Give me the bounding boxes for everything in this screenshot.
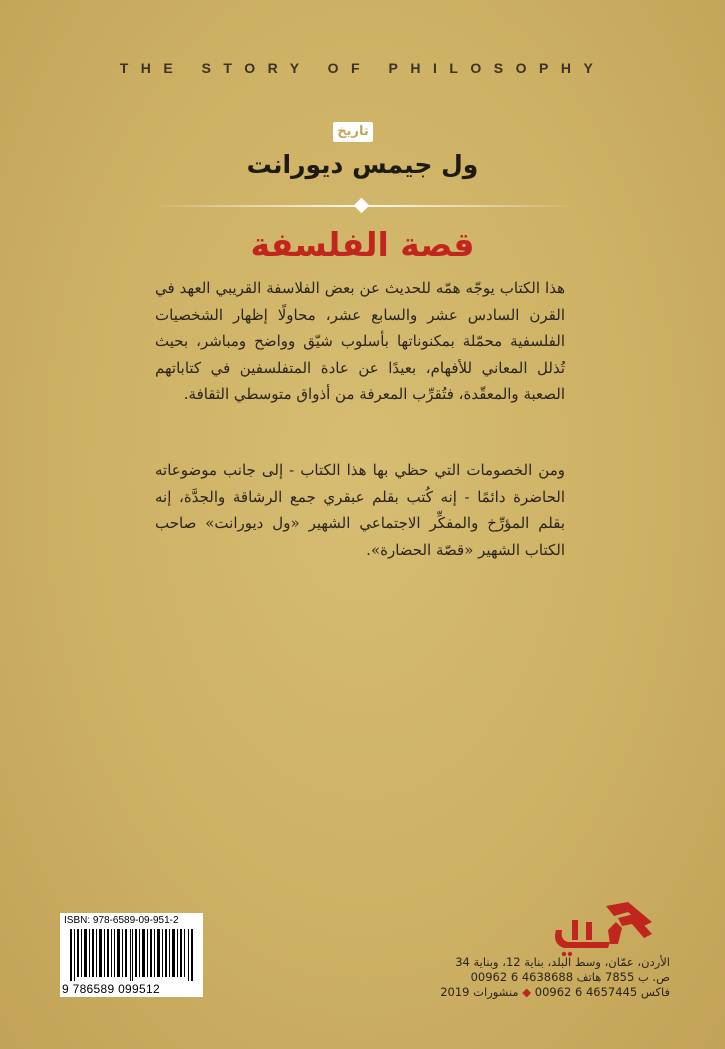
diamond-bullet-icon: ◆ xyxy=(522,985,532,999)
address-line-3 xyxy=(440,985,670,1000)
isbn-label: ISBN: 978-6589-09-951-2 xyxy=(64,915,179,926)
address-line-2: ص. ب 7855 هاتف 4638688 6 00962 xyxy=(470,970,670,984)
book-title: قصة الفلسفة xyxy=(250,225,475,264)
description-paragraph-1: هذا الكتاب يوجّه همّه للحديث عن بعض الفلاسفة القريبي العهد في القرن السادس عشر والسابع عشر، محاولًا إظهار الشخصيات الفلسفية محمّلة بمكنوناتها بأسلوب شيّق وواضح ومباشر، بحيث تُذلل المعاني للأفهام، بعيدًا عن عادة المتفلسفين في كتاباتهم الصعبة والمعقّدة، فتُقرِّب المعرفة من أذواق متوسطي الثقافة. xyxy=(155,279,565,403)
author-name: ول جيمس ديورانت xyxy=(246,150,479,179)
edition-text: منشورات 2019 xyxy=(440,985,519,999)
category-badge: تاريخ xyxy=(333,122,373,142)
isbn-barcode xyxy=(60,913,203,997)
publisher-address xyxy=(440,955,670,1000)
publisher-logo-icon xyxy=(548,900,660,958)
divider-diamond-icon xyxy=(354,198,370,214)
barcode-icon xyxy=(70,929,194,981)
series-title: THE STORY OF PHILOSOPHY xyxy=(119,60,606,76)
fax-number: فاكس 4657445 6 00962 xyxy=(534,985,670,999)
description-paragraph-2: ومن الخصومات التي حظي بها هذا الكتاب - إلى جانب موضوعاته الحاضرة دائمًا - إنه كُتب بقلم عبقري جمع الرشاقة والجدَّة، إنه بقلم المؤرِّخ والمفكِّر الاجتماعي الشهير «ول ديورانت» صاحب الكتاب الشهير «قصّة الحضارة». xyxy=(155,461,565,559)
barcode-number: 9 786589 099512 xyxy=(62,982,160,996)
address-line-1: الأردن، عمّان، وسط البلد، بناية 12، وبناية 34 xyxy=(455,955,670,969)
